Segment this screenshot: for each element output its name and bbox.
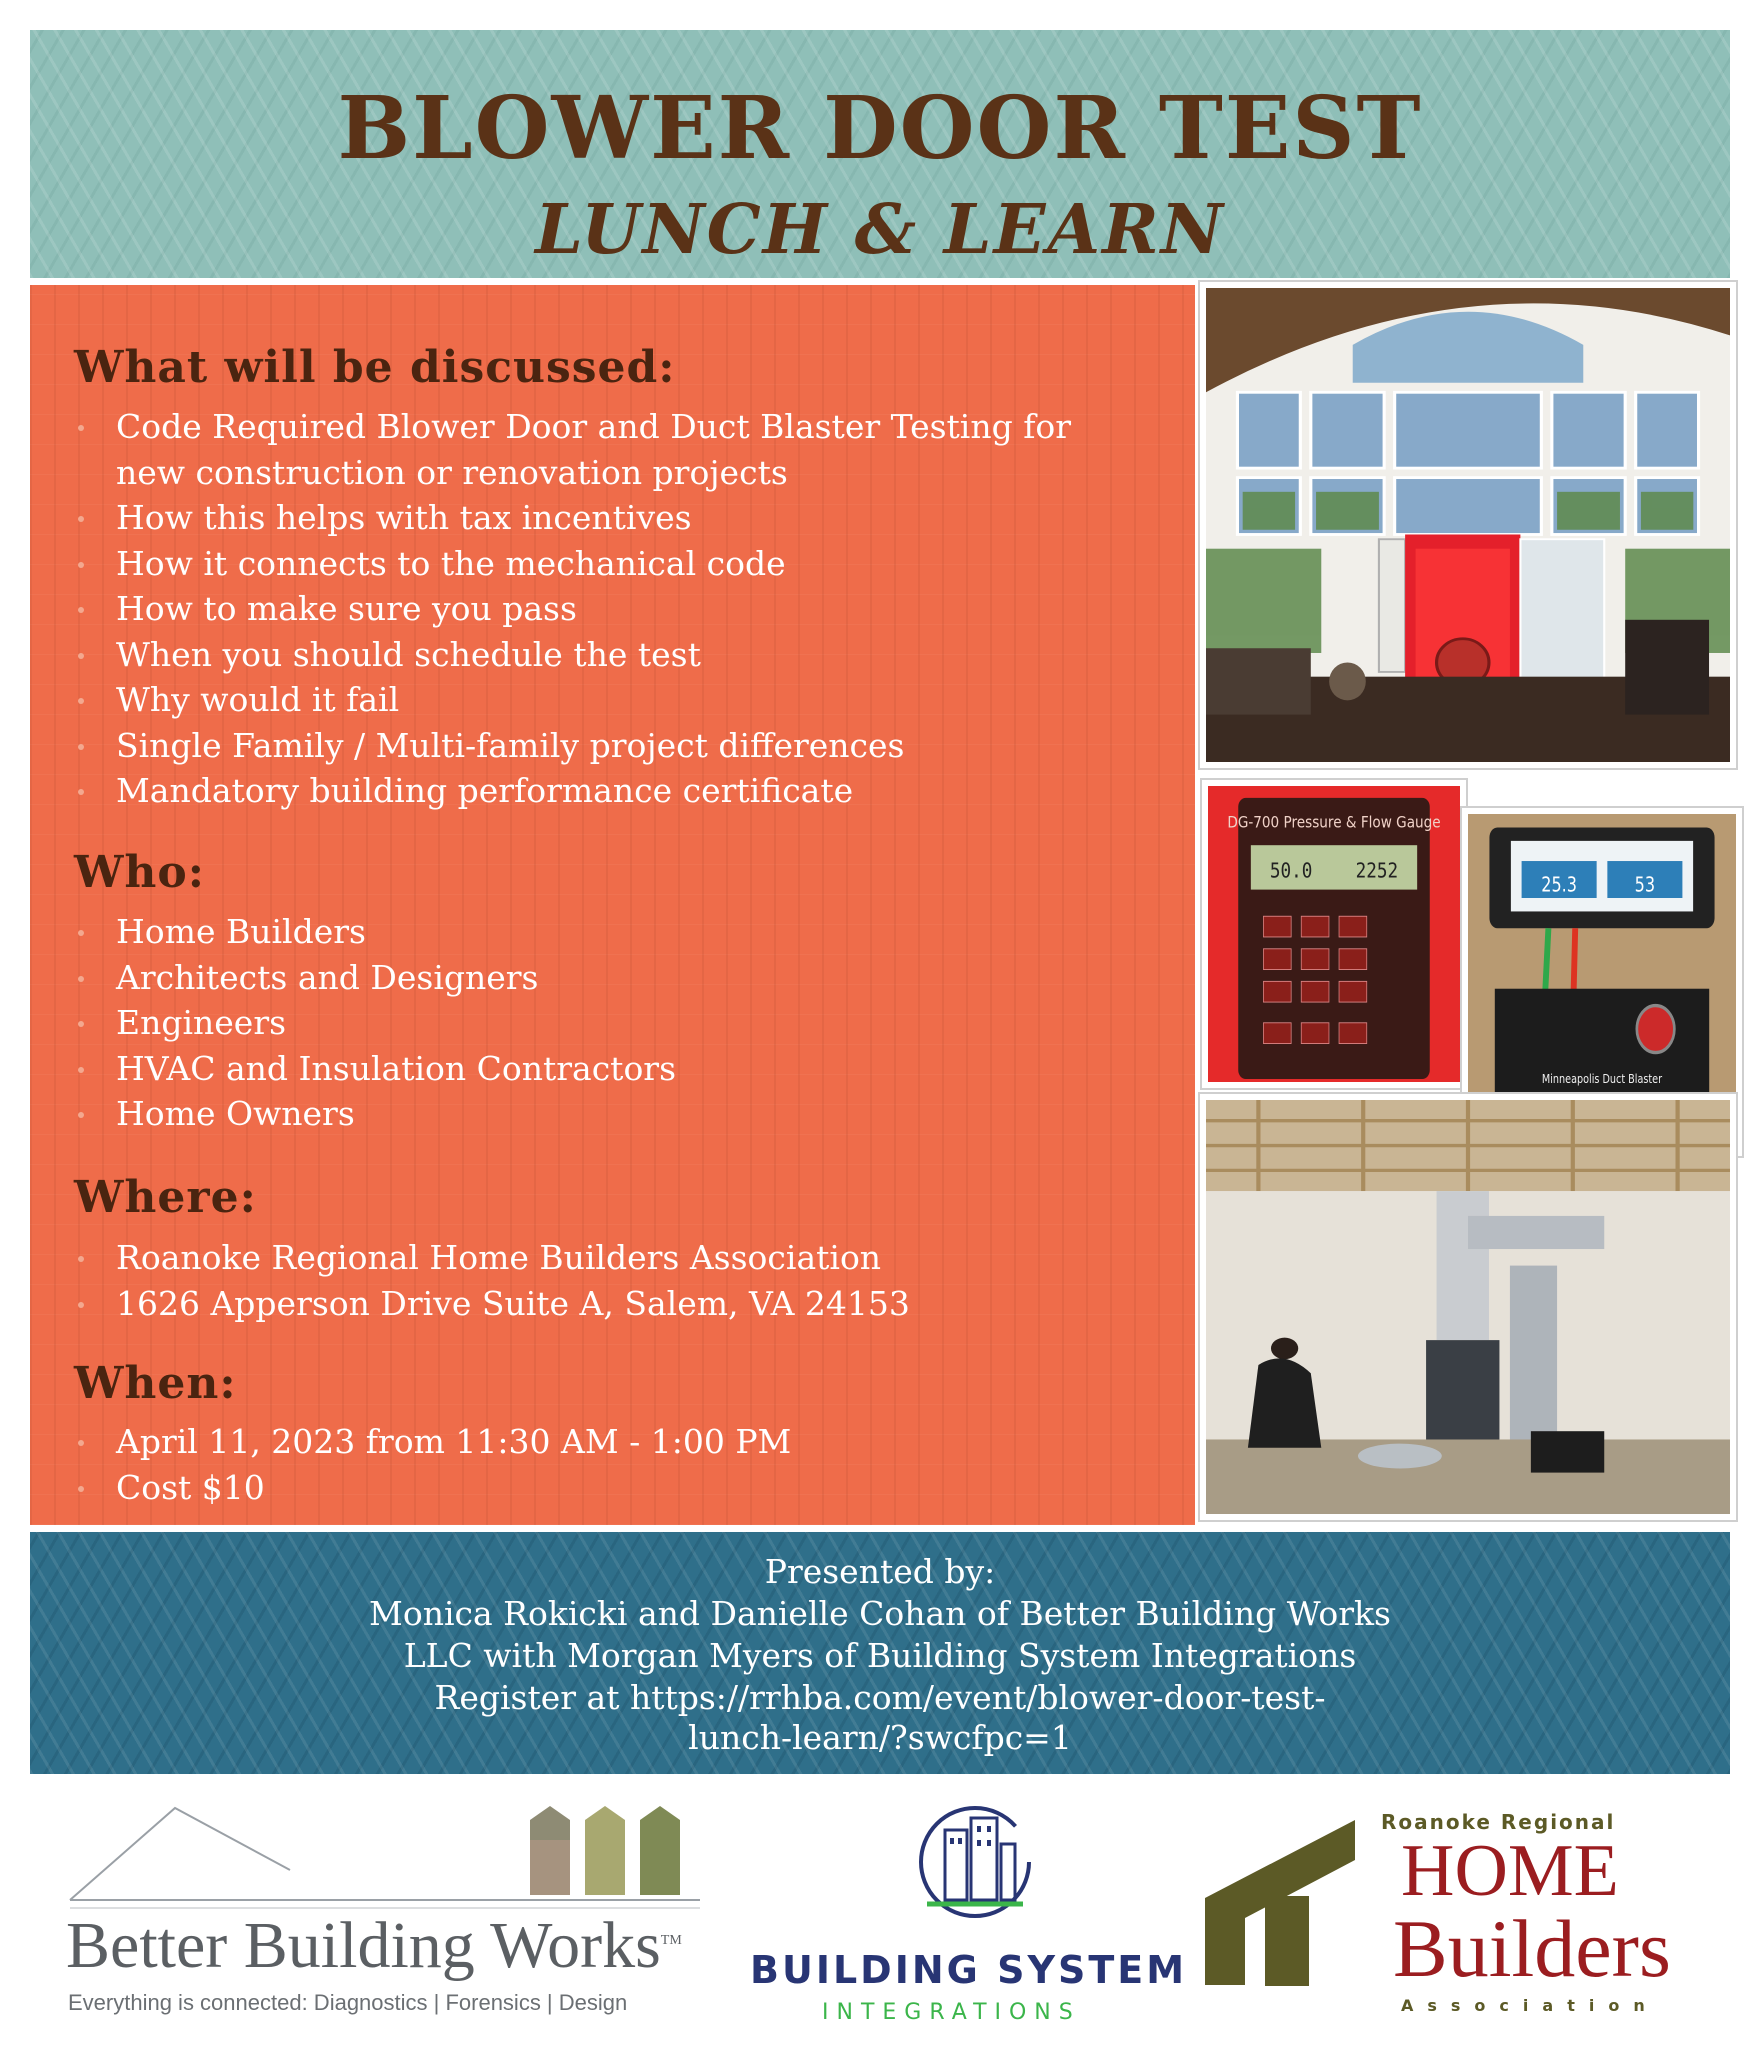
list-item: Mandatory building performance certificate: [74, 768, 1071, 814]
where-list: [74, 1235, 910, 1326]
bullet-icon: [78, 789, 84, 795]
when-heading: When:: [74, 1358, 237, 1409]
rrhba-top: Roanoke Regional: [1381, 1810, 1616, 1834]
who-heading: Who:: [74, 847, 205, 898]
logo-building-system-integrations: [740, 1800, 1210, 2030]
photo-pressure-gauge: [1200, 778, 1468, 1090]
bullet-icon: [78, 516, 84, 522]
bullet-icon: [78, 698, 84, 704]
list-item: Why would it fail: [74, 677, 1071, 723]
bullet-icon: [78, 744, 84, 750]
bullet-icon: [78, 607, 84, 613]
bbw-tagline: Everything is connected: Diagnostics | Forensics | Design: [68, 1990, 628, 2015]
blower-door-room-illustration: [1206, 288, 1730, 762]
gauge1-right-reading: 2252: [1355, 858, 1399, 884]
list-item: 1626 Apperson Drive Suite A, Salem, VA 24153: [74, 1281, 910, 1327]
bullet-icon: [78, 976, 84, 982]
where-heading: Where:: [74, 1172, 257, 1223]
discussed-heading: What will be discussed:: [74, 342, 676, 393]
list-item: April 11, 2023 from 11:30 AM - 1:00 PM: [74, 1419, 791, 1465]
bullet-icon: [78, 930, 84, 936]
logo-better-building-works: [60, 1800, 720, 2020]
presenters-line-2: LLC with Morgan Myers of Building System Integrations: [403, 1636, 1357, 1675]
presenters-line-1: Monica Rokicki and Danielle Cohan of Better Building Works: [369, 1594, 1391, 1633]
presented-by-label: Presented by:: [764, 1552, 996, 1591]
list-item: When you should schedule the test: [74, 632, 1071, 678]
rrhba-association: Association: [1401, 1996, 1659, 2015]
gauge1-title: DG-700 Pressure & Flow Gauge: [1227, 813, 1441, 832]
bullet-icon: [78, 1256, 84, 1262]
pressure-gauge-illustration: [1208, 786, 1460, 1082]
list-item: How to make sure you pass: [74, 586, 1071, 632]
discussed-list: [74, 404, 1071, 814]
bullet-icon: [78, 1302, 84, 1308]
list-item: Engineers: [74, 1000, 676, 1046]
list-item: Code Required Blower Door and Duct Blaster Testing for: [74, 404, 1071, 450]
bullet-icon: [78, 1486, 84, 1492]
list-item: new construction or renovation projects: [116, 452, 788, 492]
presenter-banner: [30, 1532, 1730, 1774]
register-url-line[interactable]: lunch-learn/?swcfpc=1: [688, 1718, 1072, 1757]
gauge2-left-reading: 25.3: [1541, 873, 1578, 897]
who-list: [74, 909, 676, 1137]
list-item: Home Builders: [74, 909, 676, 955]
list-item: HVAC and Insulation Contractors: [74, 1046, 676, 1092]
bsi-line1: BUILDING SYSTEM: [750, 1948, 1188, 1992]
list-item: Cost $10: [74, 1465, 791, 1511]
photo-blower-door-room: [1198, 280, 1738, 770]
register-line[interactable]: Register at https://rrhba.com/event/blower-door-test-: [434, 1678, 1326, 1717]
bullet-icon: [78, 1067, 84, 1073]
rrhba-house-icon: [1205, 1820, 1405, 2020]
basement-hvac-illustration: [1206, 1100, 1730, 1514]
logo-roanoke-home-builders: [1205, 1800, 1725, 2030]
rrhba-builders: Builders: [1393, 1903, 1671, 1994]
photo-basement-hvac: [1198, 1092, 1738, 1522]
event-subtitle: LUNCH & LEARN: [535, 190, 1225, 270]
bullet-icon: [78, 1021, 84, 1027]
list-item: Single Family / Multi-family project differences: [74, 723, 1071, 769]
gauge1-left-reading: 50.0: [1269, 858, 1313, 884]
bullet-icon: [78, 425, 84, 431]
list-item: Roanoke Regional Home Builders Association: [74, 1235, 910, 1281]
bsi-building-icon: [905, 1800, 1045, 1930]
bullet-icon: [78, 653, 84, 659]
list-item: How it connects to the mechanical code: [74, 541, 1071, 587]
bullet-icon: [78, 1440, 84, 1446]
bullet-icon: [78, 1112, 84, 1118]
bsi-line2: INTEGRATIONS: [822, 2000, 1081, 2025]
gauge2-right-reading: 53: [1634, 873, 1656, 897]
rrhba-home: HOME: [1401, 1830, 1619, 1912]
list-item: How this helps with tax incentives: [74, 495, 1071, 541]
when-list: [74, 1419, 791, 1510]
event-title: BLOWER DOOR TEST: [337, 78, 1423, 179]
duct-blaster-label: Minneapolis Duct Blaster: [1541, 1071, 1663, 1087]
list-item: Home Owners: [74, 1091, 676, 1137]
list-item: Architects and Designers: [74, 955, 676, 1001]
bbw-roof-icon: [60, 1800, 720, 1920]
header-banner: [30, 30, 1730, 278]
content-panel: [30, 285, 1195, 1525]
bbw-name: Better Building Works™: [66, 1909, 682, 1982]
bullet-icon: [78, 562, 84, 568]
